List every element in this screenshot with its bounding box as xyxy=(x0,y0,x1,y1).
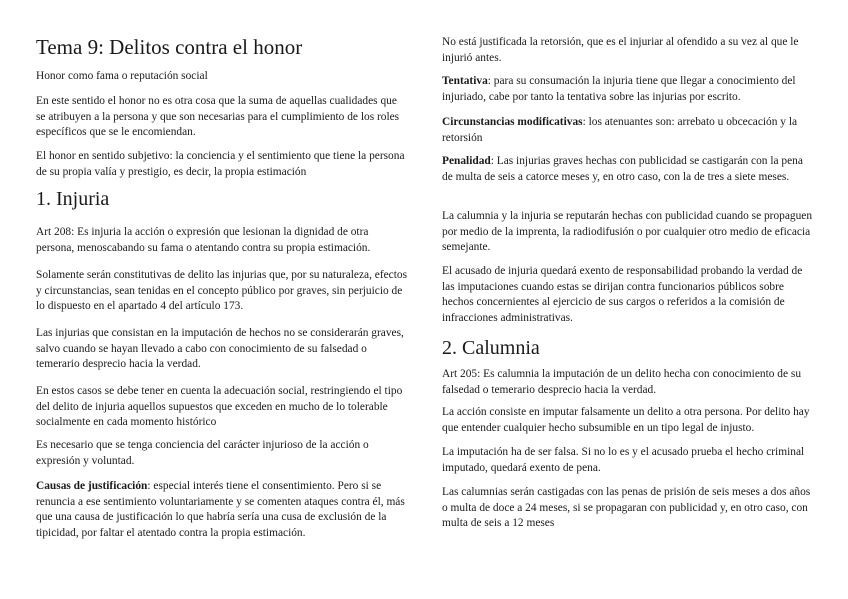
tentativa-text: : para su consumación la injuria tiene que llegar a conocimiento del injuriado, cabe por tanto la tentativa sobre las injurias por escrito. xyxy=(442,75,796,103)
page-title: Tema 9: Delitos contra el honor xyxy=(36,35,303,59)
causas-paragraph xyxy=(36,479,408,541)
art205-paragraph: Art 205: Es calumnia la imputación de un delito hecha con conocimiento de su falsedad o temerario desprecio hacia la verdad. xyxy=(442,368,802,396)
publicidad-paragraph: La calumnia y la injuria se reputarán hechas con publicidad cuando se propaguen por medio de la imprenta, la radiodifusión o por cualquier otro medio de eficacia semejante. xyxy=(442,210,813,254)
tentativa-paragraph xyxy=(442,74,814,105)
art208-paragraph: Art 208: Es injuria la acción o expresión que lesionan la dignidad de otra persona, menoscabando su fama o atentando contra su propia estimación. xyxy=(36,226,371,254)
penalidad-paragraph xyxy=(442,154,814,185)
causas-text: : especial interés tiene el consentimiento. Pero si se renuncia a ese sentimiento voluntariamente y se comenten ataques contra él, más que una causa de justificación lo que habría sería una cusa de exclusión de la tipicidad, por faltar el atentado contra la propia estimación. xyxy=(36,480,405,539)
penalidad-text: : Las injurias graves hechas con publicidad se castigarán con la pena de multa de seis a catorce meses y, en otro caso, con la de tres a siete meses. xyxy=(442,155,803,183)
exento-paragraph: El acusado de injuria quedará exento de responsabilidad probando la verdad de las imputaciones cuando estas se dirijan contra funcionarios públicos sobre hechos concernientes al ejercicio de sus cargos o referidos a la comisión de infracciones administrativas. xyxy=(442,265,803,324)
causas-label: Causas de justificación xyxy=(36,480,148,492)
adecuacion-paragraph: En estos casos se debe tener en cuenta la adecuación social, restringiendo el tipo del delito de injuria aquellos supuestos que exceden en mucho de lo tolerable socialmente en cada momento histórico xyxy=(36,385,403,429)
section-heading-calumnia: 2. Calumnia xyxy=(442,337,540,359)
falsa-paragraph: La imputación ha de ser falsa. Si no lo es y el acusado prueba el hecho criminal imputado, quedará exento de pena. xyxy=(442,446,805,474)
imputacion-paragraph: Las injurias que consistan en la imputación de hechos no se considerarán graves, salvo cuando se hayan llevado a cabo con conocimiento de su falsedad o temerario desprecio hacia la verdad. xyxy=(36,327,404,371)
tentativa-label: Tentativa xyxy=(442,75,488,87)
accion-paragraph: La acción consiste en imputar falsamente un delito a otra persona. Por delito hay que entender cualquier hecho subsumible en un tipo legal de injusto. xyxy=(442,406,810,434)
honor-subjective-paragraph: El honor en sentido subjetivo: la conciencia y el sentimiento que tiene la persona de su propia valía y prestigio, es decir, la propia estimación xyxy=(36,150,405,178)
conciencia-paragraph: Es necesario que se tenga conciencia del carácter injurioso de la acción o expresión y voluntad. xyxy=(36,439,369,467)
subtitle: Honor como fama o reputación social xyxy=(36,70,208,82)
honor-paragraph: En este sentido el honor no es otra cosa que la suma de aquellas cualidades que se atribuyen a la persona y que son necesarias para el cumplimiento de los roles específicos que se le encomiendan. xyxy=(36,95,400,139)
retorsion-paragraph: No está justificada la retorsión, que es el injuriar al ofendido a su vez al que le injurió antes. xyxy=(442,36,799,64)
circunstancias-text: : los atenuantes son: arrebato u obcecación y la retorsión xyxy=(442,116,798,144)
penalidad-label: Penalidad xyxy=(442,155,491,167)
graves-paragraph: Solamente serán constitutivas de delito las injurias que, por su naturaleza, efectos y circunstancias, sean tenidas en el concepto público por graves, sin perjuicio de lo dispuesto en el apartado 4 del artículo 173. xyxy=(36,269,408,313)
penas-paragraph: Las calumnias serán castigadas con las penas de prisión de seis meses a dos años o multa de doce a 24 meses, si se propagaran con publicidad y, en otro caso, con multa de seis a 12 meses xyxy=(442,486,811,530)
section-heading-injuria: 1. Injuria xyxy=(36,188,110,210)
circunstancias-label: Circunstancias modificativas xyxy=(442,116,583,128)
circunstancias-paragraph xyxy=(442,115,814,146)
